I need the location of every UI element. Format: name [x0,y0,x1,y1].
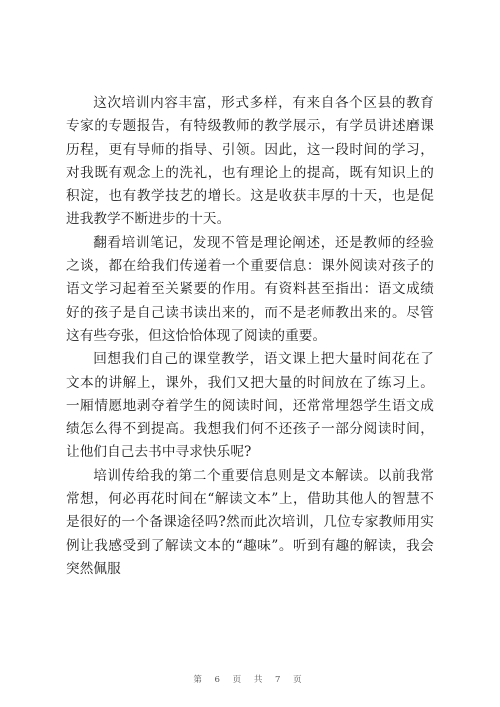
paragraph-2: 翻看培训笔记，发现不管是理论阐述，还是教师的经验之谈，都在给我们传递着一个重要信息：课外阅读对孩子的语文学习起着至关紧要的作用。有资料甚至指出：语文成绩好的孩子是自己读书读出来的，而不是老师教出来的。尽管这有些夸张，但这恰恰体现了阅读的重要。 [66,234,434,344]
paragraph-3: 回想我们自己的课堂教学，语文课上把大量时间花在了文本的讲解上，课外，我们又把大量的时间放在了练习上。一厢情愿地剥夺着学生的阅读时间，还常常埋怨学生语文成绩怎么得不到提高。我想我们何不还孩子一部分阅读时间，让他们自己去书中寻求快乐呢? [66,351,434,461]
document-body [66,92,434,581]
page-number-footer: 第 6 页 共 7 页 [193,675,307,685]
paragraph-1: 这次培训内容丰富，形式多样，有来自各个区县的教育专家的专题报告，有特级教师的教学展示，有学员讲述磨课历程，更有导师的指导、引领。因此，这一段时间的学习，对我既有观念上的洗礼，也有理论上的提高，既有知识上的积淀，也有教学技艺的增长。这是收获丰厚的十天，也是促进我教学不断进步的十天。 [66,95,434,228]
paragraph-4: 培训传给我的第二个重要信息则是文本解读。以前我常常想，何必再花时间在“解读文本”上，借助其他人的智慧不是很好的一个备课途径吗?然而此次培训，几位专家教师用实例让我感受到了解读文本的“趣味”。听到有趣的解读，我会突然佩服 [66,467,434,577]
